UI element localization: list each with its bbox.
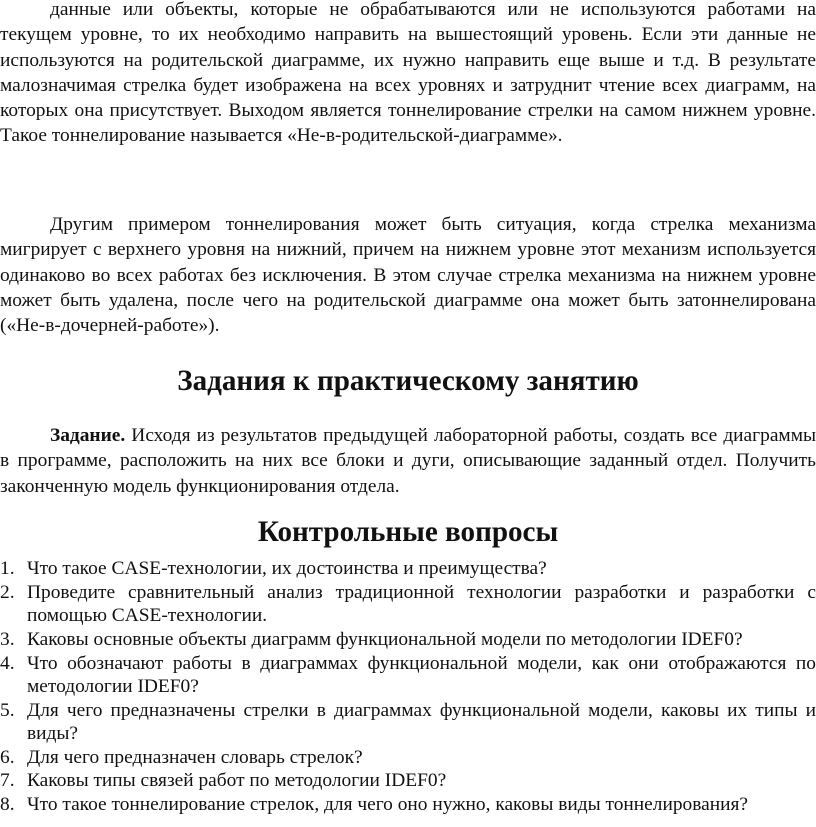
question-number: 1. [0,558,15,579]
heading-practice-tasks: Задания к практическому занятию [177,365,639,397]
question-item [0,769,816,792]
question-number: 5. [0,699,15,721]
question-item [0,746,816,769]
question-text: Каковы типы связей работ по методологии IDEF0? [27,770,447,792]
question-text: Каковы основные объекты диаграмм функциональной модели по методологии IDEF0? [27,628,743,650]
questions-list [0,557,816,817]
question-text: Что такое CASE-технологии, их достоинства и преимущества? [27,558,547,579]
question-number: 4. [0,652,15,674]
question-text: Проведите сравнительный анализ традиционной технологии разработки и разработки с помощью CASE-технологии. [27,581,816,627]
question-text: Что такое тоннелирование стрелок, для чего оно нужно, каковы виды тоннелирования? [27,794,748,816]
question-number: 8. [0,794,15,816]
task-text: Исходя из результатов предыдущей лабораторной работы, создать все диаграммы в программе, расположить на них все блоки и дуги, описывающие заданный отдел. Получить законченную модель функционирования отдела. [0,425,816,497]
question-number: 6. [0,746,15,768]
question-item [0,628,816,651]
question-number: 3. [0,628,15,650]
question-text: Что обозначают работы в диаграммах функциональной модели, как они отображаются по методологии IDEF0? [27,652,816,697]
question-item [0,557,816,580]
paragraph-tunneling-child: Другим примером тоннелирования может быть ситуация, когда стрелка механизма мигрирует с верхнего уровня на нижний, причем на нижнем уровне этот механизм используется одинаково во всех работах без исключения. В этом случае стрелка механизма на нижнем уровне может быть удалена, после чего на родительской диаграмме она может быть затоннелирована («Не-в-дочерней-работе»). [0,214,816,337]
question-item [0,699,816,746]
question-item [0,793,816,816]
question-text: Для чего предназначены стрелки в диаграммах функциональной модели, каковы их типы и виды? [27,699,816,745]
question-text: Для чего предназначен словарь стрелок? [27,746,363,768]
task-label: Задание. [50,425,126,446]
question-item [0,652,816,699]
paragraph-tunneling-parent: данные или объекты, которые не обрабатываются или не используются работами на текущем уровне, то их необходимо направить на вышестоящий уровень. Если эти данные не используются на родительской диаграмме, их нужно направить еще выше и т.д. В результате малозначимая стрелка будет изображена на всех уровнях и затруднит чтение всех диаграмм, на которых она присутствует. Выходом является тоннелирование стрелки на самом нижнем уровне. Такое тоннелирование называется «Не-в-родительской-диаграмме». [0,0,816,147]
question-number: 7. [0,770,15,792]
paragraph-task [0,423,816,499]
heading-control-questions: Контрольные вопросы [257,516,559,548]
question-item [0,581,816,628]
question-number: 2. [0,581,15,603]
